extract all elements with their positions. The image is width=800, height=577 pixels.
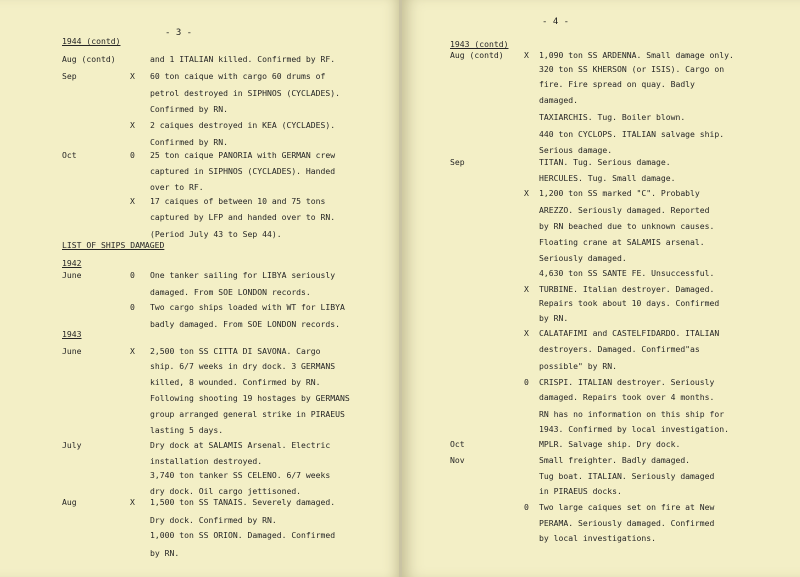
- entry-date: Oct: [450, 439, 465, 449]
- entry-text: by RN.: [150, 548, 180, 558]
- status-mark: 0: [524, 377, 529, 387]
- entry-date: June: [62, 270, 82, 280]
- entry-text: PERAMA. Seriously damaged. Confirmed: [539, 518, 715, 528]
- entry-text: TITAN. Tug. Serious damage.: [539, 157, 671, 167]
- entry-text: Dry dock at SALAMIS Arsenal. Electric: [150, 440, 331, 450]
- entry-date: 1943: [62, 329, 82, 339]
- entry-date: 1942: [62, 258, 82, 268]
- entry-text: 25 ton caique PANORIA with GERMAN crew: [150, 150, 336, 160]
- entry-text: 2 caiques destroyed in KEA (CYCLADES).: [150, 120, 336, 130]
- status-mark: X: [130, 346, 135, 356]
- entry-text: Small freighter. Badly damaged.: [539, 455, 691, 465]
- page-number: - 4 -: [542, 17, 570, 27]
- entry-text: Confirmed by RN.: [150, 137, 228, 147]
- entry-text: 2,500 ton SS CITTA DI SAVONA. Cargo: [150, 346, 321, 356]
- status-mark: X: [524, 328, 529, 338]
- entry-text: by RN.: [539, 313, 569, 323]
- entry-text: ship. 6/7 weeks in dry dock. 3 GERMANS: [150, 361, 336, 371]
- entry-text: Confirmed by RN.: [150, 104, 228, 114]
- entry-date: Nov: [450, 455, 465, 465]
- entry-text: 1,090 ton SS ARDENNA. Small damage only.: [539, 50, 734, 60]
- entry-text: and 1 ITALIAN killed. Confirmed by RF.: [150, 54, 336, 64]
- entry-text: damaged. Repairs took over 4 months.: [539, 392, 715, 402]
- entry-text: 1,000 ton SS ORION. Damaged. Confirmed: [150, 530, 336, 540]
- entry-text: Serious damage.: [539, 145, 613, 155]
- entry-text: 1943. Confirmed by local investigation.: [539, 424, 730, 434]
- entry-text: Two cargo ships loaded with WT for LIBYA: [150, 302, 345, 312]
- entry-text: CRISPI. ITALIAN destroyer. Seriously: [539, 377, 715, 387]
- entry-text: 3,740 ton tanker SS CELENO. 6/7 weeks: [150, 470, 331, 480]
- status-mark: X: [130, 497, 135, 507]
- entry-text: TURBINE. Italian destroyer. Damaged.: [539, 284, 715, 294]
- status-mark: 0: [130, 270, 135, 280]
- entry-text: Two large caiques set on fire at New: [539, 502, 715, 512]
- entry-text: petrol destroyed in SIPHNOS (CYCLADES).: [150, 88, 341, 98]
- entry-text: in PIRAEUS docks.: [539, 486, 622, 496]
- status-mark: 0: [524, 502, 529, 512]
- entry-date: Oct: [62, 150, 77, 160]
- entry-text: destroyers. Damaged. Confirmed"as: [539, 344, 700, 354]
- entry-text: AREZZO. Seriously damaged. Reported: [539, 205, 710, 215]
- status-mark: X: [130, 196, 135, 206]
- entry-text: MPLR. Salvage ship. Dry dock.: [539, 439, 681, 449]
- entry-date: June: [62, 346, 82, 356]
- entry-text: Repairs took about 10 days. Confirmed: [539, 298, 720, 308]
- page-number: - 3 -: [165, 28, 193, 38]
- entry-text: Dry dock. Confirmed by RN.: [150, 515, 277, 525]
- entry-text: 1,200 ton SS marked "C". Probably: [539, 188, 700, 198]
- entry-date: Aug (contd): [62, 54, 116, 64]
- entry-text: Following shooting 19 hostages by GERMANS: [150, 393, 350, 403]
- entry-date: 1944 (contd): [62, 36, 121, 46]
- entry-date: Sep: [450, 157, 465, 167]
- entry-text: by local investigations.: [539, 533, 656, 543]
- status-mark: 0: [130, 302, 135, 312]
- status-mark: X: [524, 188, 529, 198]
- entry-text: possible" by RN.: [539, 361, 617, 371]
- entry-text: CALATAFIMI and CASTELFIDARDO. ITALIAN: [539, 328, 720, 338]
- entry-date: 1943 (contd): [450, 39, 509, 49]
- status-mark: 0: [130, 150, 135, 160]
- entry-text: badly damaged. From SOE LONDON records.: [150, 319, 341, 329]
- entry-text: damaged.: [539, 95, 578, 105]
- section-heading: LIST OF SHIPS DAMAGED: [62, 240, 165, 250]
- entry-date: Aug (contd): [450, 50, 504, 60]
- entry-text: fire. Fire spread on quay. Badly: [539, 79, 695, 89]
- entry-text: 17 caiques of between 10 and 75 tons: [150, 196, 326, 206]
- entry-text: damaged. From SOE LONDON records.: [150, 287, 311, 297]
- entry-text: group arranged general strike in PIRAEUS: [150, 409, 345, 419]
- entry-text: 60 ton caique with cargo 60 drums of: [150, 71, 326, 81]
- entry-text: (Period July 43 to Sep 44).: [150, 229, 282, 239]
- entry-text: by RN beached due to unknown causes.: [539, 221, 715, 231]
- entry-date: Sep: [62, 71, 77, 81]
- entry-text: One tanker sailing for LIBYA seriously: [150, 270, 336, 280]
- status-mark: X: [130, 120, 135, 130]
- entry-date: July: [62, 440, 82, 450]
- entry-text: killed, 8 wounded. Confirmed by RN.: [150, 377, 321, 387]
- entry-text: RN has no information on this ship for: [539, 409, 725, 419]
- entry-text: lasting 5 days.: [150, 425, 224, 435]
- right-page: [402, 0, 800, 577]
- entry-text: over to RF.: [150, 182, 204, 192]
- entry-text: Seriously damaged.: [539, 253, 627, 263]
- entry-text: 4,630 ton SS SANTE FE. Unsuccessful.: [539, 268, 715, 278]
- entry-text: Tug boat. ITALIAN. Seriously damaged: [539, 471, 715, 481]
- entry-text: 320 ton SS KHERSON (or ISIS). Cargo on: [539, 64, 725, 74]
- status-mark: X: [524, 50, 529, 60]
- entry-text: Floating crane at SALAMIS arsenal.: [539, 237, 705, 247]
- entry-text: captured in SIPHNOS (CYCLADES). Handed: [150, 166, 336, 176]
- entry-text: installation destroyed.: [150, 456, 263, 466]
- entry-text: HERCULES. Tug. Small damage.: [539, 173, 676, 183]
- status-mark: X: [130, 71, 135, 81]
- entry-date: Aug: [62, 497, 77, 507]
- entry-text: dry dock. Oil cargo jettisoned.: [150, 486, 302, 496]
- entry-text: TAXIARCHIS. Tug. Boiler blown.: [539, 112, 686, 122]
- entry-text: captured by LFP and handed over to RN.: [150, 212, 336, 222]
- status-mark: X: [524, 284, 529, 294]
- entry-text: 440 ton CYCLOPS. ITALIAN salvage ship.: [539, 129, 725, 139]
- entry-text: 1,500 ton SS TANAIS. Severely damaged.: [150, 497, 336, 507]
